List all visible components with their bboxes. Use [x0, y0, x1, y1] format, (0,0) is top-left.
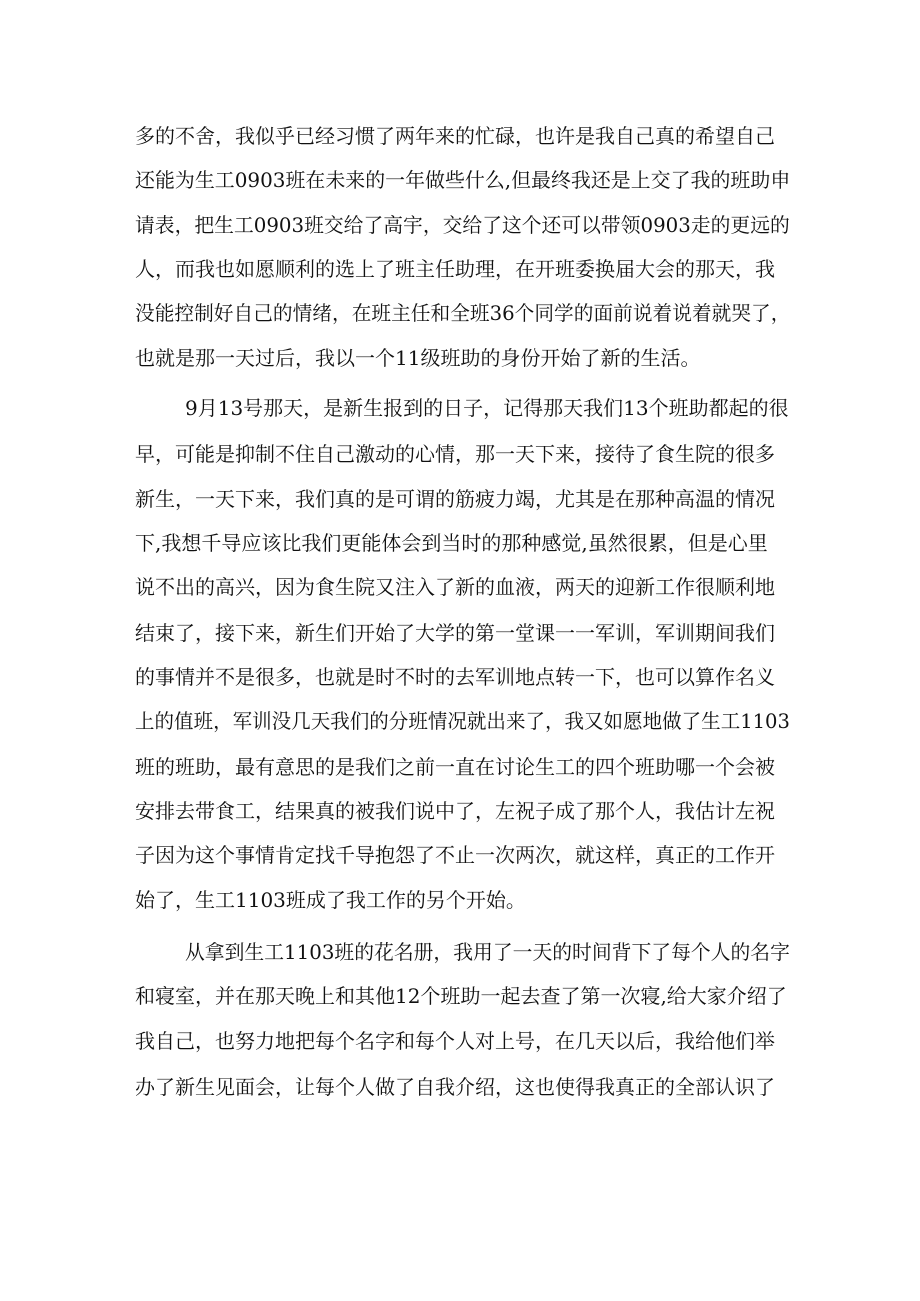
text-line: 始了，生工1103班成了我工作的另个开始。	[135, 888, 526, 912]
text-line: 没能控制好自己的情绪，在班主任和全班36个同学的面前说着说着就哭了，	[135, 301, 791, 325]
text-line: 也就是那一天过后，我以一个11级班助的身份开始了新的生活。	[135, 346, 701, 370]
text-line: 9月13号那天，是新生报到的日子，记得那天我们13个班助都起的很	[185, 396, 789, 420]
text-line: 多的不舍，我似乎已经习惯了两年来的忙碌，也许是我自己真的希望自己	[135, 124, 775, 148]
text-line: 早，可能是抑制不住自己激动的心情，那一天下来，接待了食生院的很多	[135, 442, 775, 466]
text-line: 的事情并不是很多，也就是时不时的去军训地点转一下，也可以算作名义	[135, 665, 775, 689]
text-line: 结束了，接下来，新生们开始了大学的第一堂课一一军训，军训期间我们	[135, 621, 775, 645]
text-line: 下,我想千导应该比我们更能体会到当时的那种感觉,虽然很累，但是心里	[135, 531, 768, 555]
text-line: 安排去带食工，结果真的被我们说中了，左祝子成了那个人，我估计左祝	[135, 799, 775, 823]
text-line: 新生，一天下来，我们真的是可谓的筋疲力竭，尤其是在那种高温的情况	[135, 487, 775, 511]
text-line: 和寝室，并在那天晚上和其他12个班助一起去查了第一次寝,给大家介绍了	[135, 984, 787, 1008]
text-line: 班的班助，最有意思的是我们之前一直在讨论生工的四个班助哪一个会被	[135, 755, 775, 779]
text-line: 上的值班，军训没几天我们的分班情况就出来了，我又如愿地做了生工1103	[135, 709, 790, 733]
text-line: 人，而我也如愿顺利的选上了班主任助理，在开班委换届大会的那天，我	[135, 257, 775, 281]
text-line: 还能为生工0903班在未来的一年做些什么,但最终我还是上交了我的班助申	[135, 168, 791, 192]
text-line: 我自己，也努力地把每个名字和每个人对上号，在几天以后，我给他们举	[135, 1029, 775, 1053]
text-line: 说不出的高兴，因为食生院又注入了新的血液，两天的迎新工作很顺利地	[135, 575, 775, 599]
text-line: 从拿到生工1103班的花名册，我用了一天的时间背下了每个人的名字	[185, 940, 790, 964]
text-line: 子因为这个事情肯定找千导抱怨了不止一次两次，就这样，真正的工作开	[135, 843, 775, 867]
text-line: 请表，把生工0903班交给了高宇，交给了这个还可以带领0903走的更远的	[135, 213, 790, 237]
text-line: 办了新生见面会，让每个人做了自我介绍，这也使得我真正的全部认识了	[135, 1075, 775, 1099]
